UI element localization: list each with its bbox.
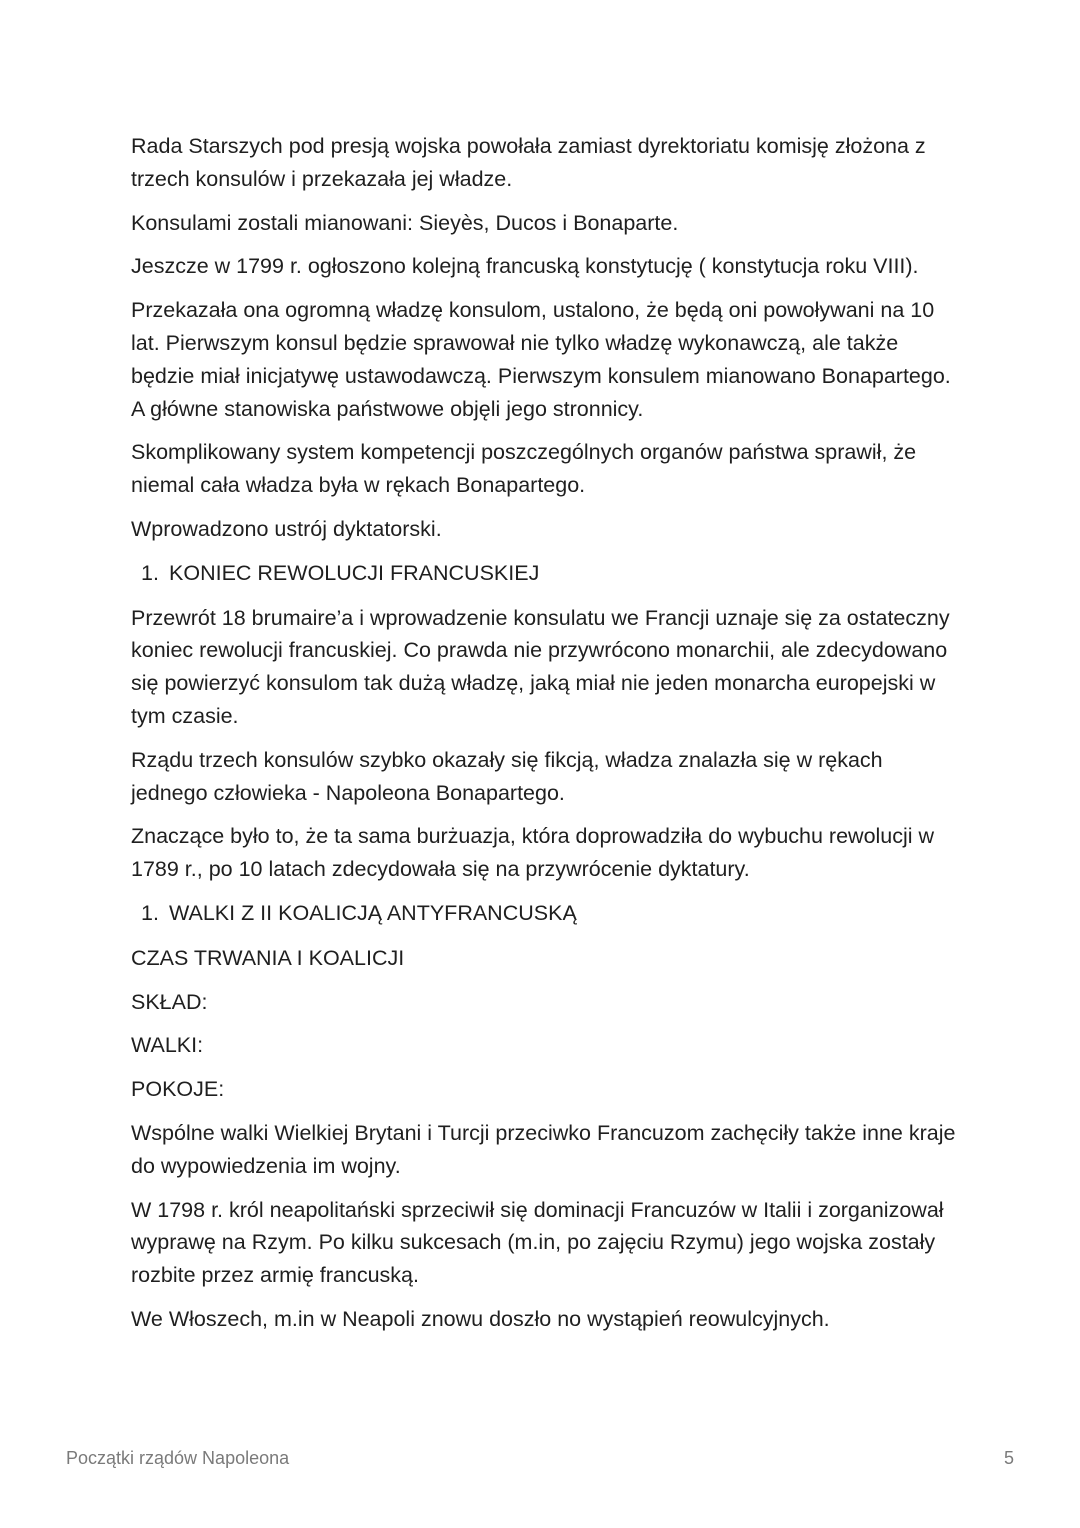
section-heading-walki-koalicja xyxy=(131,897,961,930)
section-heading-koniec-rewolucji xyxy=(131,557,961,590)
paragraph-przewrot: Przewrót 18 brumaire’a i wprowadzenie konsulatu we Francji uznaje się za ostateczny koniec rewolucji francuskiej. Co prawda nie przywrócono monarchii, ale zdecydowano się powierzyć konsulom tak dużą władzę, jaką miał nie jeden monarcha europejski w tym czasie. xyxy=(131,605,950,728)
label-czas-trwania: CZAS TRWANIA I KOALICJI xyxy=(131,945,405,970)
paragraph-rada-starszych: Rada Starszych pod presją wojska powołała zamiast dyrektoriatu komisję złożona z trzech konsulów i przekazała jej władze. xyxy=(131,134,926,191)
paragraph-krol-neapolitanski: W 1798 r. król neapolitański sprzeciwił się dominacji Francuzów w Italii i zorganizował wyprawę na Rzym. Po kilku sukcesach (m.in, po zajęciu Rzymu) jego wojska zostały rozbite przez armię francuską. xyxy=(131,1197,944,1288)
section-heading-text: KONIEC REWOLUCJI FRANCUSKIEJ xyxy=(169,560,540,585)
list-number: 1. xyxy=(141,900,159,925)
paragraph-wladza-konsulow: Przekazała ona ogromną władzę konsulom, ustalono, że będą oni powoływani na 10 lat. Pierwszym konsul będzie sprawował nie tylko władzę wykonawczą, ale także będzie miał inicjatywę ustawodawczą. Pierwszym konsulem mianowano Bonapartego. A główne stanowiska państwowe objęli jego stronnicy. xyxy=(131,298,951,421)
label-pokoje: POKOJE: xyxy=(131,1077,225,1102)
label-sklad: SKŁAD: xyxy=(131,989,208,1014)
footer-page-number: 5 xyxy=(1003,1448,1014,1468)
paragraph-wlochy: We Włoszech, m.in w Neapoli znowu doszło no wystąpień reowulcyjnych. xyxy=(131,1306,830,1331)
paragraph-burzuazja: Znaczące było to, że ta sama burżuazja, która doprowadziła do wybuchu rewolucji w 1789 r., po 10 latach zdecydowała się na przywrócenie dyktatury. xyxy=(131,824,935,882)
list-number: 1. xyxy=(141,560,159,585)
paragraph-system-kompetencji: Skomplikowany system kompetencji poszczególnych organów państwa sprawił, że niemal cała władza była w rękach Bonapartego. xyxy=(131,440,917,498)
paragraph-ustroj: Wprowadzono ustrój dyktatorski. xyxy=(131,516,442,541)
label-walki: WALKI: xyxy=(131,1033,204,1058)
section-heading-text: WALKI Z II KOALICJĄ ANTYFRANCUSKĄ xyxy=(169,900,577,925)
footer-document-title: Początki rządów Napoleona xyxy=(66,1448,290,1468)
paragraph-konstytucja: Jeszcze w 1799 r. ogłoszono kolejną francuską konstytucję ( konstytucja roku VIII). xyxy=(131,254,919,279)
paragraph-konsulowie: Konsulami zostali mianowani: Sieyès, Ducos i Bonaparte. xyxy=(131,210,679,235)
paragraph-wspolne-walki: Wspólne walki Wielkiej Brytani i Turcji przeciwko Francuzom zachęciły także inne kraje do wypowiedzenia im wojny. xyxy=(131,1120,956,1178)
page-content xyxy=(131,130,961,1347)
paragraph-rzad-trzech: Rządu trzech konsulów szybko okazały się fikcją, władza znalazła się w rękach jednego człowieka - Napoleona Bonapartego. xyxy=(131,747,883,805)
